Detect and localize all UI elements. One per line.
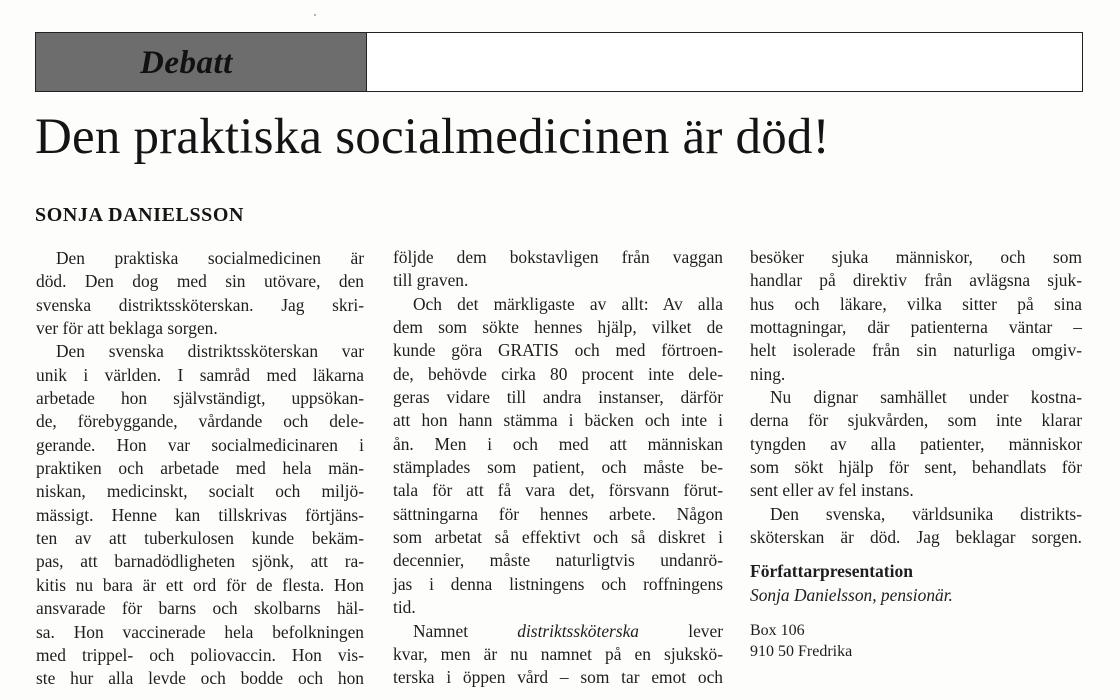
text-word-italic: distriktssköterska	[517, 620, 640, 641]
text-line: Den svenska distriktssköterskan var	[56, 341, 364, 362]
text-word: Namnet	[413, 620, 469, 641]
text-line: som arbetat så effektivt och så diskret i	[393, 527, 723, 548]
address-line-2: 910 50 Fredrika	[750, 643, 853, 661]
text-line: tid.	[393, 597, 416, 618]
text-line: mässigt. Henne kan tillskrivas förtjäns-	[36, 504, 364, 525]
print-speck	[314, 14, 316, 16]
text-line: Den svenska, världsunika distrikts-	[770, 503, 1082, 524]
text-line: hus och läkare, vilka sitter på sina	[750, 293, 1082, 314]
text-line: kvar, men är nu namnet på en sjukskö-	[393, 643, 723, 664]
section-banner	[35, 32, 1083, 92]
text-line: besöker sjuka människor, och som	[750, 247, 1082, 267]
text-line: kitis nu bara är ett ord för de flesta. Hon	[36, 574, 364, 595]
text-line: med trippel- och poliovaccin. Hon vis-	[36, 644, 364, 665]
text-line: Den praktiska socialmedicinen är	[56, 248, 364, 268]
text-line: jas i denna listningens och roffningens	[393, 573, 723, 594]
text-line: arbetade hon självständigt, uppsökan-	[36, 388, 364, 409]
text-line: de, behövde cirka 80 procent inte dele-	[393, 363, 723, 384]
text-line: död. Den dog med sin utövare, den	[36, 271, 364, 292]
text-line: tyngden av alla patienter, människor	[750, 433, 1082, 454]
text-line: tala för att få vara det, försvann förut-	[393, 480, 723, 501]
text-line: som sökt hjälp för sent, behandlats för	[750, 457, 1082, 478]
article-column-1	[36, 247, 364, 691]
text-line: följde dem bokstavligen från vaggan	[393, 247, 723, 267]
text-line: handlar på direktiv från avlägsna sjuk-	[750, 270, 1082, 291]
article-title: Den praktiska socialmedicinen är död!	[35, 109, 830, 165]
author-presentation-heading: Författarpresentation	[750, 561, 913, 582]
text-line: sättningarna för hennes arbete. Någon	[393, 503, 723, 524]
text-line: sent eller av fel instans.	[750, 480, 914, 501]
text-line: ning.	[750, 363, 786, 384]
text-line: helt isolerade från sin naturliga omgiv-	[750, 340, 1082, 361]
address-line-1: Box 106	[750, 622, 805, 640]
text-line: sköterskan är död. Jag beklagar sorgen.	[750, 527, 1082, 548]
author-presentation-text: Sonja Danielsson, pensionär.	[750, 584, 953, 605]
text-line: Och det märkligaste av allt: Av alla	[413, 293, 723, 314]
author-byline: SONJA DANIELSSON	[35, 204, 245, 226]
text-line: ansvarade för barns och skolbarns häl-	[36, 598, 364, 619]
text-line: Nu dignar samhället under kostna-	[770, 387, 1082, 408]
text-line: gerande. Hon var socialmedicinaren i	[36, 434, 364, 455]
section-label: Debatt	[140, 45, 233, 81]
text-line: ste hur alla levde och bodde och hon	[36, 668, 364, 689]
text-line: till graven.	[393, 270, 469, 291]
article-column-3	[750, 246, 1082, 662]
text-line: kunde göra GRATIS och med förtroen-	[393, 340, 723, 361]
text-line: ten av att tuberkulosen kunde bekäm-	[36, 528, 364, 549]
text-line: unik i världen. I samråd med läkarna	[36, 364, 364, 385]
text-line: stämplades som patient, och måste be-	[393, 457, 723, 478]
article-column-2	[393, 246, 723, 690]
text-line: sa. Hon vaccinerade hela befolkningen	[36, 621, 364, 642]
text-line: niskan, medicinskt, socialt och miljö-	[36, 481, 364, 502]
text-word: lever	[688, 620, 723, 641]
text-line: derna för sjukvården, som inte klarar	[750, 410, 1082, 431]
text-line: de, förebyggande, vårdande och dele-	[36, 411, 364, 432]
text-line: ån. Men i och med att människan	[393, 433, 723, 454]
text-line: svenska distriktssköterskan. Jag skri-	[36, 294, 364, 315]
text-line	[393, 620, 723, 643]
text-line: mottagningar, där patienterna väntar –	[750, 317, 1082, 338]
text-line: praktiken och arbetade med hela män-	[36, 458, 364, 479]
text-line: dem som sökte hennes hjälp, vilket de	[393, 317, 723, 338]
text-line: geras vidare till andra instanser, därför	[393, 387, 723, 408]
text-line: terska i öppen vård – som tar emot och	[393, 667, 723, 688]
text-line: pas, att barnadödligheten sjönk, att ra-	[36, 551, 364, 572]
text-line: decennier, måste naturligtvis undanrö-	[393, 550, 723, 571]
text-line: att hon hann stämma i bäcken och inte i	[393, 410, 723, 431]
text-line: ver för att beklaga sorgen.	[36, 318, 218, 339]
